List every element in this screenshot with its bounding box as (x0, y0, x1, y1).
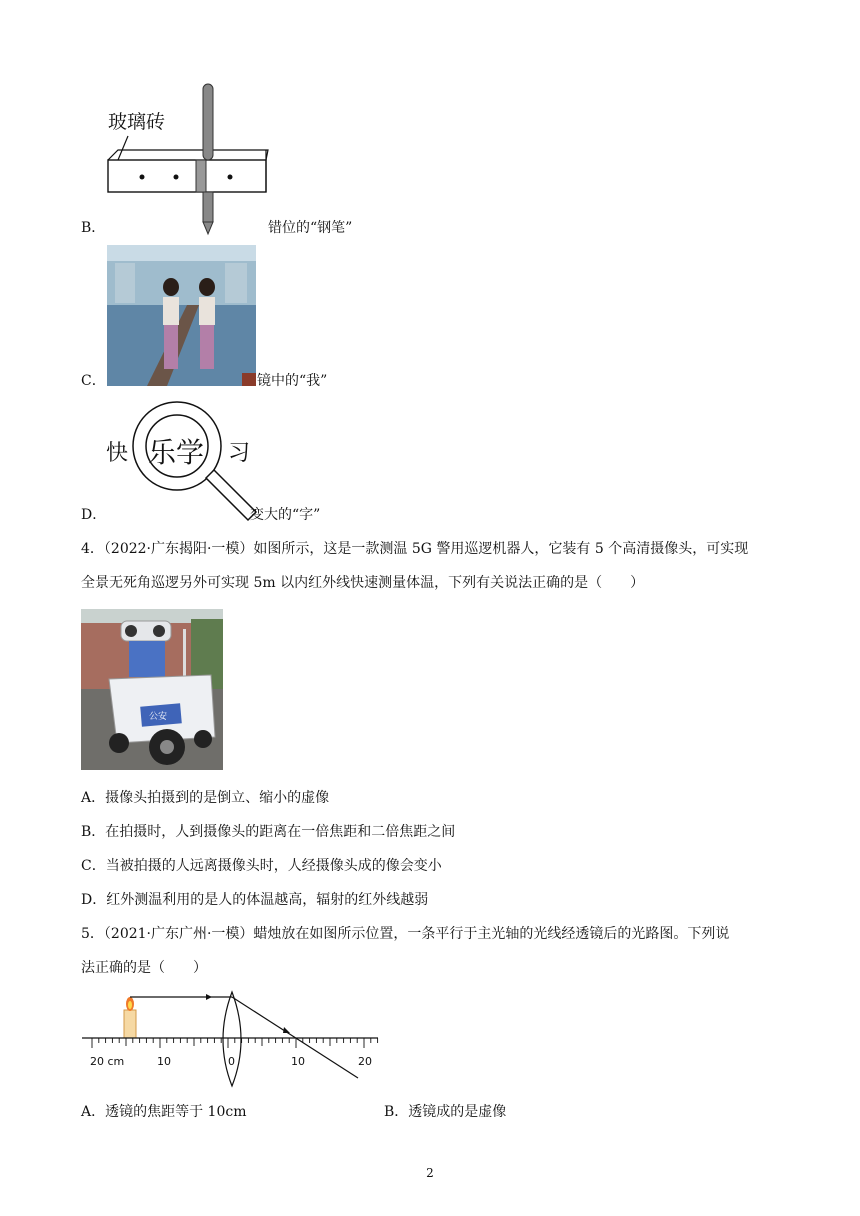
ruler-label-10-left: 10 (157, 1055, 171, 1068)
robot-photo (81, 609, 223, 770)
q3-option-c-caption: 镜中的“我” (257, 373, 328, 389)
ruler-label-20-right: 20 (358, 1055, 372, 1068)
q4-stem-line-1: 4．（2022·广东揭阳·一模）如图所示，这是一款测温 5G 警用巡逻机器人，它装有 5 个高清摄像头，可实现 (81, 541, 749, 557)
ruler-label-10-right: 10 (291, 1055, 305, 1068)
ruler-ticks (92, 1038, 378, 1048)
q4-option-b: B．在拍摄时，人到摄像头的距离在一倍焦距和二倍焦距之间 (81, 824, 456, 840)
glass-brick-label: 玻璃砖 (108, 111, 166, 133)
glass-brick-figure (100, 80, 275, 240)
magnifier-word-right: 习 (228, 441, 251, 466)
lens-ray-diagram (80, 990, 380, 1090)
q4-option-c: C．当被拍摄的人远离摄像头时，人经摄像头成的像会变小 (81, 858, 442, 874)
q3-option-d-caption: 变大的“字” (250, 507, 321, 523)
q5-stem-line-2: 法正确的是（ ） (81, 960, 207, 976)
ruler-label-20cm-left: 20 cm (90, 1055, 125, 1068)
q4-option-d: D．红外测温利用的是人的体温越高，辐射的红外线越弱 (81, 892, 429, 908)
q3-option-b-letter: B． (81, 220, 106, 236)
magnifier-word-lens: 乐学 (148, 436, 205, 469)
magnifier-word-left: 快 (106, 441, 129, 466)
robot-badge-text: 公安 (149, 712, 168, 722)
page-number: 2 (426, 1166, 434, 1180)
q5-option-b: B．透镜成的是虚像 (384, 1104, 507, 1120)
q5-stem-line-1: 5．（2021·广东广州·一模）蜡烛放在如图所示位置，一条平行于主光轴的光线经透镜后的光路图。下列说 (81, 926, 730, 942)
mirror-photo (107, 245, 256, 386)
q5-option-a: A．透镜的焦距等于 10cm (81, 1104, 247, 1120)
ruler-label-0: 0 (228, 1055, 235, 1068)
q3-option-c-letter: C． (81, 373, 106, 389)
q3-option-d-letter: D． (81, 507, 107, 523)
magnifier-figure (100, 396, 260, 526)
q3-option-b-caption: 错位的“钢笔” (268, 220, 353, 236)
q4-stem-line-2: 全景无死角巡逻另外可实现 5m 以内红外线快速测量体温，下列有关说法正确的是（ ） (81, 575, 645, 591)
q4-option-a: A．摄像头拍摄到的是倒立、缩小的虚像 (81, 790, 330, 806)
